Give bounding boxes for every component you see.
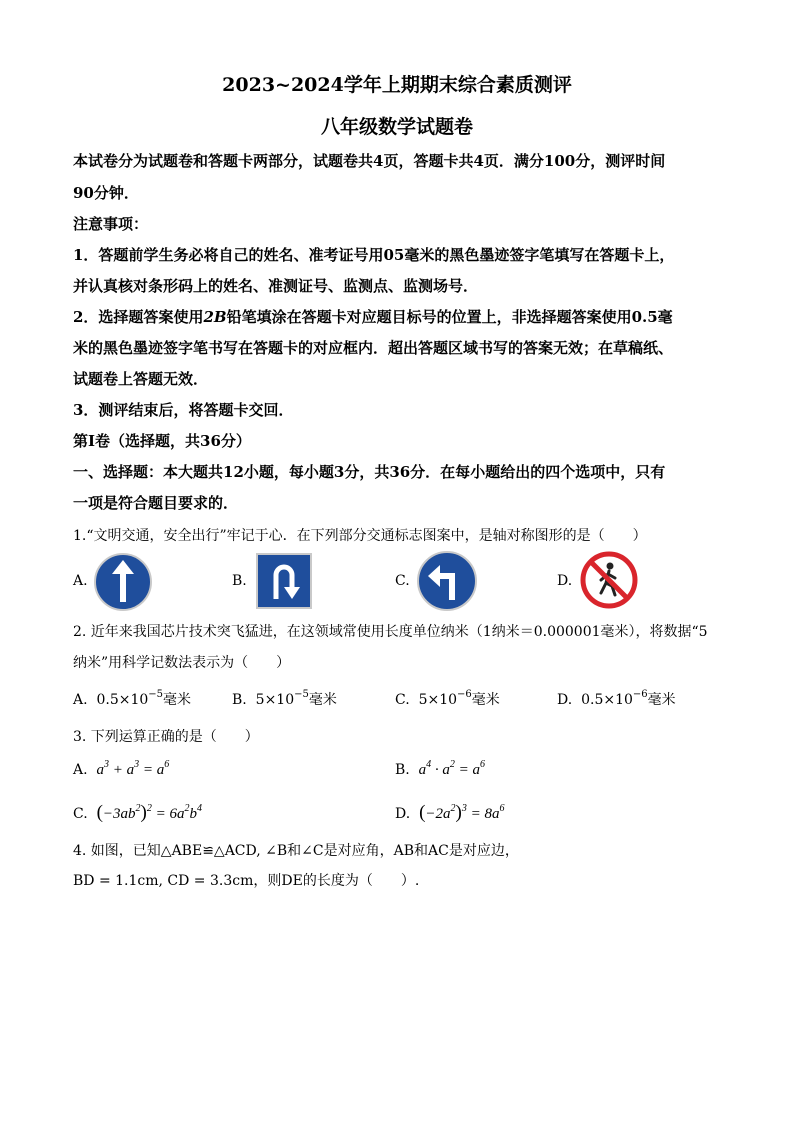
q3-stem: 3. 下列运算正确的是（ ） [73,729,259,745]
q2-option-c [395,689,500,709]
q2-option-c-exp: −6 [457,689,472,700]
q2-option-a-exp: −5 [148,689,164,700]
note-2-text-c: 铅笔填涂在答题卡对应题目标号的位置上，非选择题答案使用0.5毫 [226,308,673,326]
q3-option-a-label: A. [73,762,88,778]
note-1-line-1: 1．答题前学生务必将自己的姓名、准考证号用05毫米的黑色墨迹签字笔填写在答题卡上， [73,246,675,264]
note-3: 3．测评结束后，将答题卡交回． [73,401,294,419]
q3-option-c-label: C. [73,806,88,822]
q3-option-b-expr: $a^4 \cdot a^2 = a^6$ [418,759,486,778]
q2-option-b [232,689,337,709]
q2-option-d [557,689,676,709]
q2-option-a-label: A. [73,692,88,708]
q2-option-b-coef: 5×10 [255,692,295,708]
q3-option-d-label: D. [395,806,411,822]
notes-heading: 注意事项： [73,215,149,233]
q2-option-b-exp: −5 [294,689,309,700]
q3-option-b-label: B. [395,762,410,778]
straight-ahead-sign-icon [93,552,153,612]
q2-option-b-label: B. [232,692,247,708]
q3-option-c-expr: $(-3ab^2)^2 = 6a^2b^4$ [96,802,202,823]
q2-option-a-unit: 毫米 [163,692,192,708]
q2-option-a-coef: 0.5×10 [96,692,149,708]
note-2-line-3: 试题卷上答题无效． [73,370,209,388]
q2-option-b-unit: 毫米 [308,692,337,708]
q2-option-c-unit: 毫米 [471,692,500,708]
q2-option-c-coef: 5×10 [418,692,458,708]
q3-option-b [395,759,486,779]
q2-option-c-label: C. [395,692,410,708]
q2-stem-line-1: 2. 近年来我国芯片技术突飞猛进，在这领域常使用长度单位纳米（1纳米＝0.000001毫米），将数据“5 [73,624,708,640]
q2-option-a [73,689,191,709]
q3-option-a [73,759,170,779]
q2-option-d-coef: 0.5×10 [581,692,633,708]
q1-option-a-label: A. [73,573,88,589]
q4-stem-line-1: 4. 如图，已知△ABE≌△ACD, ∠B和∠C是对应角，AB和AC是对应边， [73,843,519,859]
section-1-line-2: 一项是符合题目要求的． [73,494,239,512]
note-2-line-2: 米的黑色墨迹签字笔书写在答题卡的对应框内．超出答题区域书写的答案无效；在草稿纸、 [73,339,674,357]
q2-option-d-exp: −6 [632,689,648,700]
no-pedestrians-sign-icon [579,550,639,610]
part-1-heading: 第Ⅰ卷（选择题，共36分） [73,432,251,450]
q1-option-b-label: B. [232,573,247,589]
exam-subtitle: 八年级数学试题卷 [320,116,473,138]
q2-stem-line-2: 纳米”用科学记数法表示为（ ） [73,655,291,671]
q3-option-c [73,802,202,824]
q1-option-d-label: D. [557,573,573,589]
q4-stem-line-2: BD = 1.1cm, CD = 3.3cm，则DE的长度为（ ）. [73,873,420,889]
q3-option-a-expr: $a^3 + a^3 = a^6$ [96,759,170,778]
note-2-text-a: 2．选择题答案使用 [73,308,204,326]
note-1-line-2: 并认真核对条形码上的姓名、准测证号、监测点、监测场号． [73,277,479,295]
intro-line-2: 90分钟． [73,184,139,202]
exam-title: 2023~2024学年上期期末综合素质测评 [222,74,572,96]
q3-option-d [395,802,505,824]
intro-line-1: 本试卷分为试题卷和答题卡两部分，试题卷共4页，答题卡共4页．满分100分，测评时间 [73,152,666,170]
section-1-line-1: 一、选择题：本大题共12小题，每小题3分，共36分．在每小题给出的四个选项中，只有 [73,463,666,481]
left-turn-sign-icon [416,550,478,612]
note-2-line-1 [73,306,673,327]
q1-stem: 1.“文明交通，安全出行”牢记于心．在下列部分交通标志图案中，是轴对称图形的是（ ） [73,528,647,544]
q1-option-c-label: C. [395,573,410,589]
note-2-pencil: 2B [203,308,227,326]
q2-option-d-label: D. [557,692,573,708]
u-turn-sign-icon [256,553,312,609]
q3-option-d-expr: $(-2a^2)^3 = 8a^6$ [419,802,505,823]
q2-option-d-unit: 毫米 [647,692,676,708]
